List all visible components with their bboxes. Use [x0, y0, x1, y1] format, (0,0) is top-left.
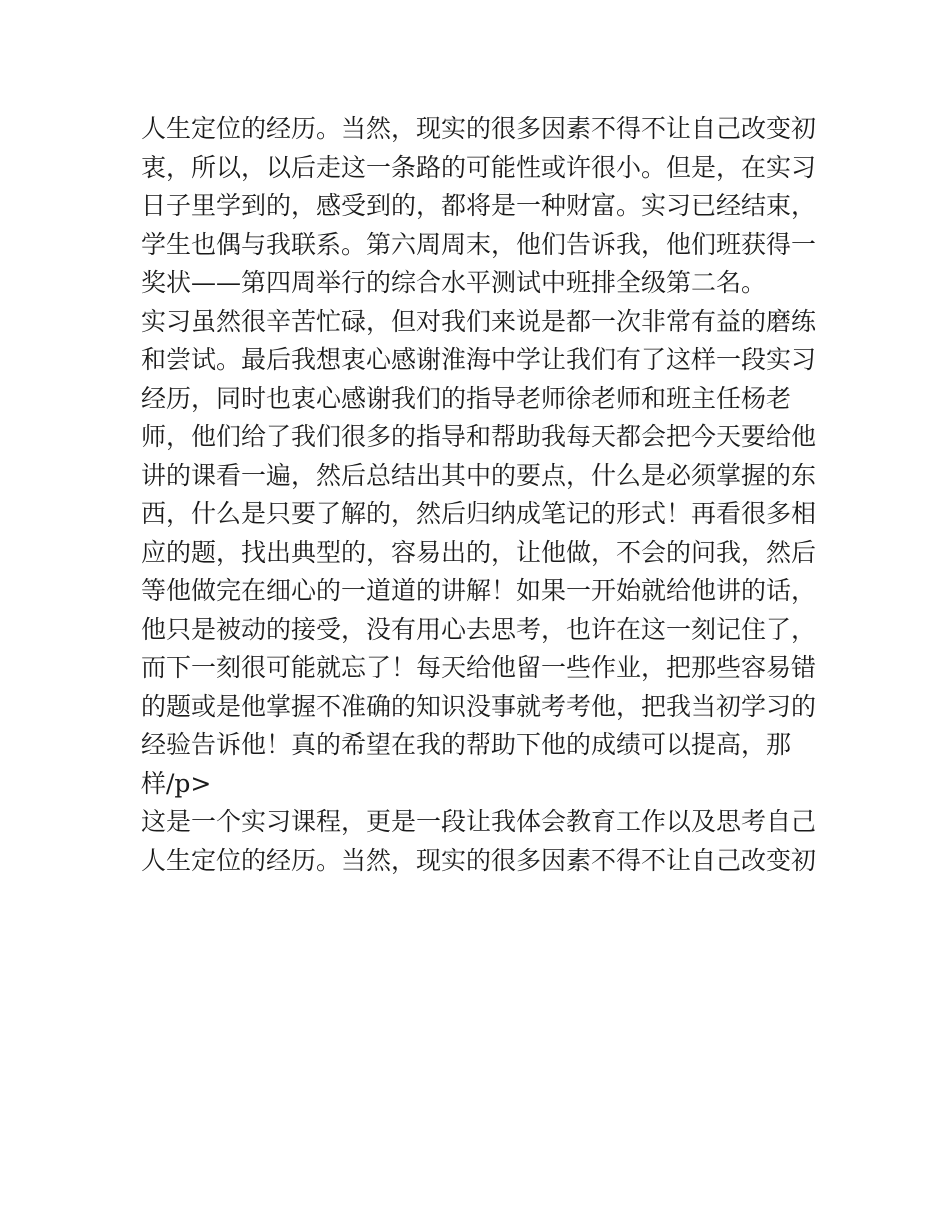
- text-line: 日子里学到的，感受到的，都将是一种财富。实习已经结束，: [141, 191, 817, 220]
- text-line: 学生也偶与我联系。第六周周末，他们告诉我，他们班获得一: [141, 229, 817, 259]
- text-line: 这是一个实习课程，更是一段让我体会教育工作以及思考自己: [141, 807, 817, 836]
- text-line: 师，他们给了我们很多的指导和帮助我每天都会把今天要给他: [141, 422, 817, 451]
- text-line: 他只是被动的接受，没有用心去思考，也许在这一刻记住了，: [141, 614, 817, 644]
- text-line: 经历，同时也衷心感谢我们的指导老师徐老师和班主任杨老: [141, 383, 792, 413]
- text-line: 等他做完在细心的一道道的讲解！如果一开始就给他讲的话，: [141, 576, 817, 605]
- text-line: 人生定位的经历。当然，现实的很多因素不得不让自己改变初: [141, 845, 817, 875]
- text-line: 而下一刻很可能就忘了！每天给他留一些作业，把那些容易错: [141, 653, 817, 682]
- text-line: 衷，所以，以后走这一条路的可能性或许很小。但是，在实习: [141, 152, 817, 182]
- text-line: 的题或是他掌握不准确的知识没事就考考他，把我当初学习的: [141, 691, 817, 721]
- text-line: 奖状——第四周举行的综合水平测试中班排全级第二名。: [141, 268, 767, 297]
- text-line: 和尝试。最后我想衷心感谢淮海中学让我们有了这样一段实习: [141, 345, 817, 374]
- text-line: 人生定位的经历。当然，现实的很多因素不得不让自己改变初: [141, 114, 817, 143]
- document-body: [141, 110, 821, 880]
- text-line: 实习虽然很辛苦忙碌，但对我们来说是都一次非常有益的磨练: [141, 306, 817, 336]
- text-line: 应的题，找出典型的，容易出的，让他做，不会的问我，然后: [141, 537, 817, 567]
- text-line: 经验告诉他！真的希望在我的帮助下他的成绩可以提高，那: [141, 730, 792, 759]
- text-line: 样/p>: [141, 768, 212, 798]
- text-line: 讲的课看一遍，然后总结出其中的要点，什么是必须掌握的东: [141, 460, 817, 490]
- text-line: 西，什么是只要了解的，然后归纳成笔记的形式！再看很多相: [141, 499, 817, 528]
